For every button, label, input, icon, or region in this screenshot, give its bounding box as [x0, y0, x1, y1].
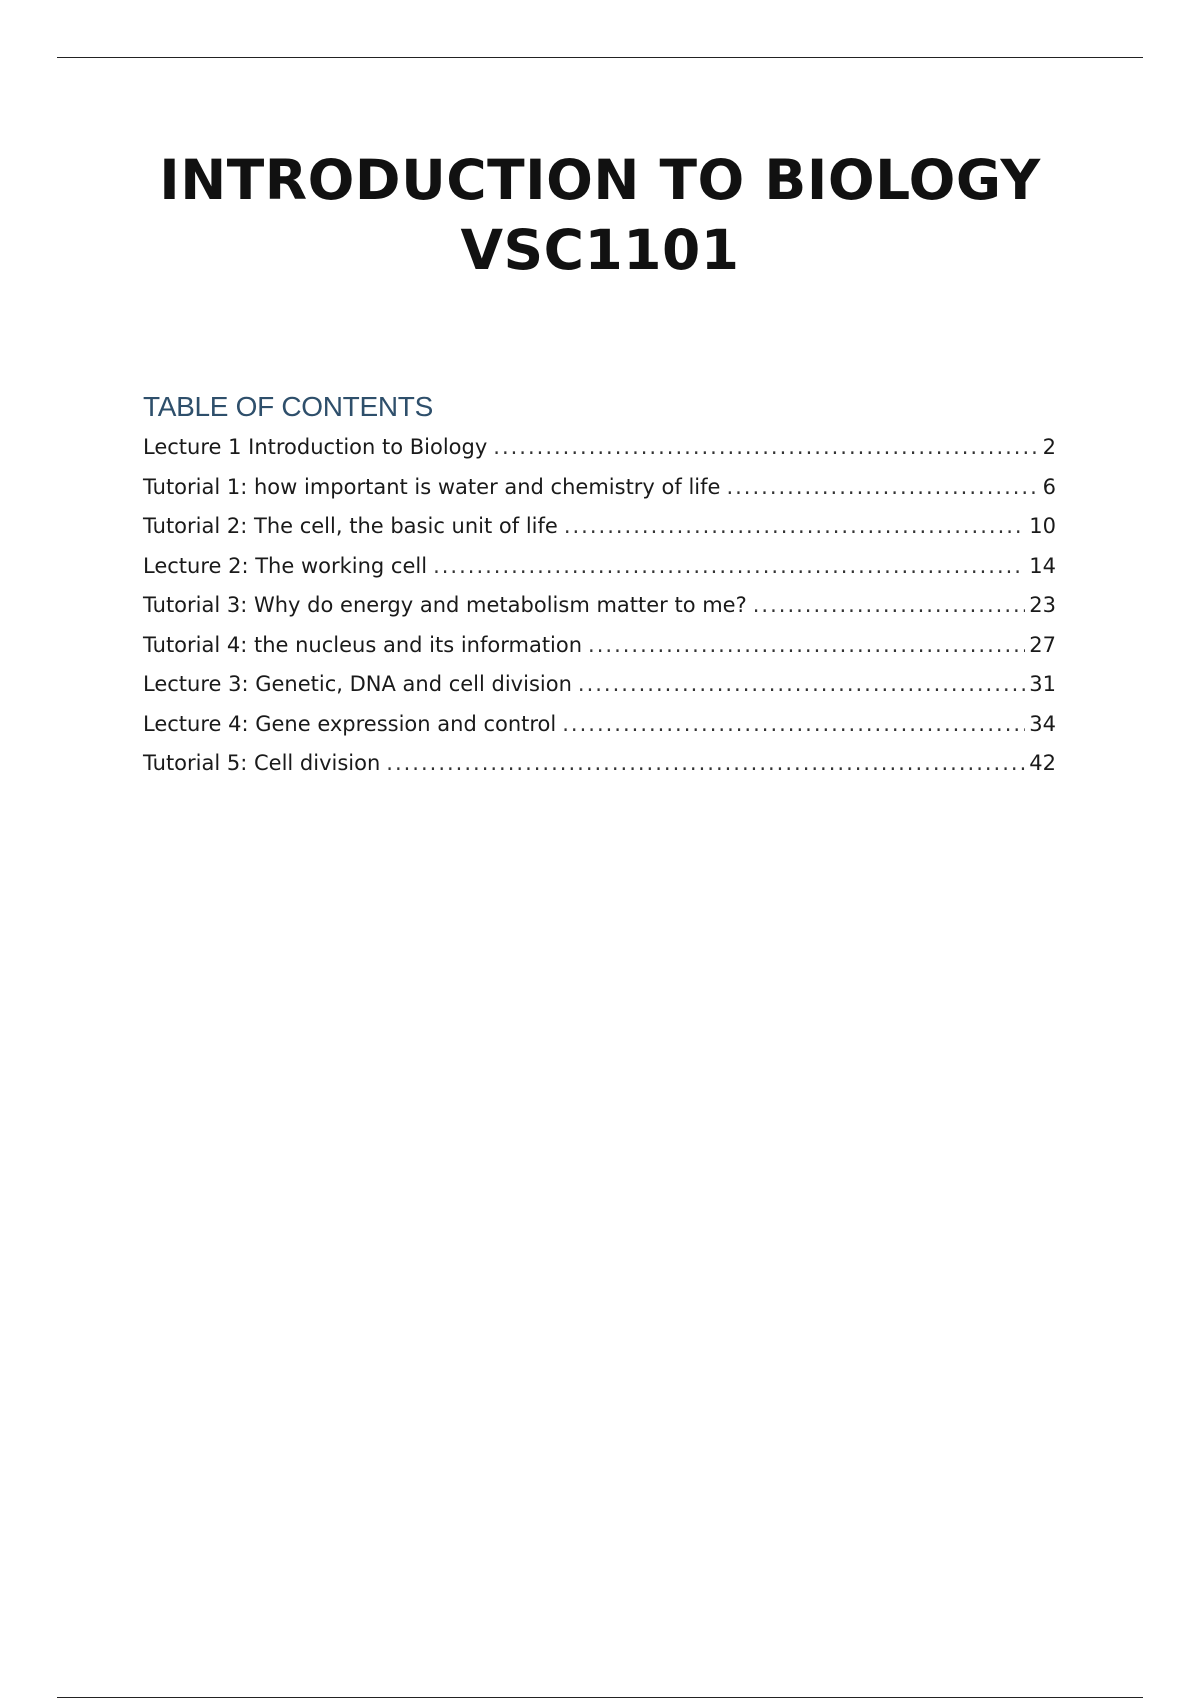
toc-entry-lecture-3[interactable]: [143, 665, 1056, 705]
toc-entry-page: 34: [1029, 711, 1056, 736]
toc-entry-page: 6: [1042, 474, 1056, 499]
toc-entry-label: Lecture 3: Genetic, DNA and cell division: [143, 672, 572, 696]
toc-list: [143, 428, 1056, 784]
document-title: [0, 145, 1200, 285]
dot-leader: [588, 626, 1025, 666]
dot-leader: [386, 744, 1025, 784]
table-of-contents: [143, 390, 1056, 784]
footer-rule: [57, 1697, 1143, 1698]
toc-entry-lecture-4[interactable]: [143, 705, 1056, 745]
dot-leader: [564, 507, 1025, 547]
toc-entry-tutorial-5[interactable]: [143, 744, 1056, 784]
header-rule: [57, 57, 1143, 58]
toc-entry-page: 23: [1029, 593, 1056, 617]
toc-entry-tutorial-4[interactable]: [143, 626, 1056, 666]
dot-leader: [726, 468, 1038, 508]
title-line-1: INTRODUCTION TO BIOLOGY: [159, 148, 1041, 212]
toc-entry-lecture-2[interactable]: [143, 547, 1056, 587]
toc-entry-label: Lecture 4: Gene expression and control: [143, 711, 557, 736]
toc-entry-lecture-1[interactable]: [143, 428, 1056, 468]
toc-entry-page: 42: [1029, 751, 1056, 775]
toc-heading: TABLE OF CONTENTS: [143, 391, 433, 422]
toc-entry-label: Lecture 2: The working cell: [143, 553, 428, 578]
dot-leader: [562, 705, 1025, 745]
toc-entry-page: 2: [1042, 435, 1056, 459]
toc-entry-label: Tutorial 4: the nucleus and its information: [143, 632, 583, 657]
dot-leader: [433, 547, 1025, 587]
dot-leader: [753, 586, 1026, 626]
toc-entry-label: Tutorial 2: The cell, the basic unit of life: [143, 514, 558, 538]
toc-entry-tutorial-1[interactable]: [143, 468, 1056, 508]
toc-entry-label: Tutorial 1: how important is water and chemistry of life: [143, 474, 721, 499]
dot-leader: [493, 428, 1038, 468]
toc-entry-page: 27: [1029, 632, 1056, 657]
toc-entry-label: Tutorial 3: Why do energy and metabolism matter to me?: [143, 593, 747, 617]
toc-entry-label: Lecture 1 Introduction to Biology: [143, 435, 488, 459]
toc-entry-tutorial-2[interactable]: [143, 507, 1056, 547]
toc-entry-page: 10: [1029, 514, 1056, 538]
dot-leader: [578, 665, 1025, 705]
toc-entry-label: Tutorial 5: Cell division: [143, 751, 381, 775]
toc-entry-page: 31: [1029, 672, 1056, 696]
title-line-2: VSC1101: [460, 218, 740, 282]
toc-entry-page: 14: [1029, 553, 1056, 578]
toc-entry-tutorial-3[interactable]: [143, 586, 1056, 626]
